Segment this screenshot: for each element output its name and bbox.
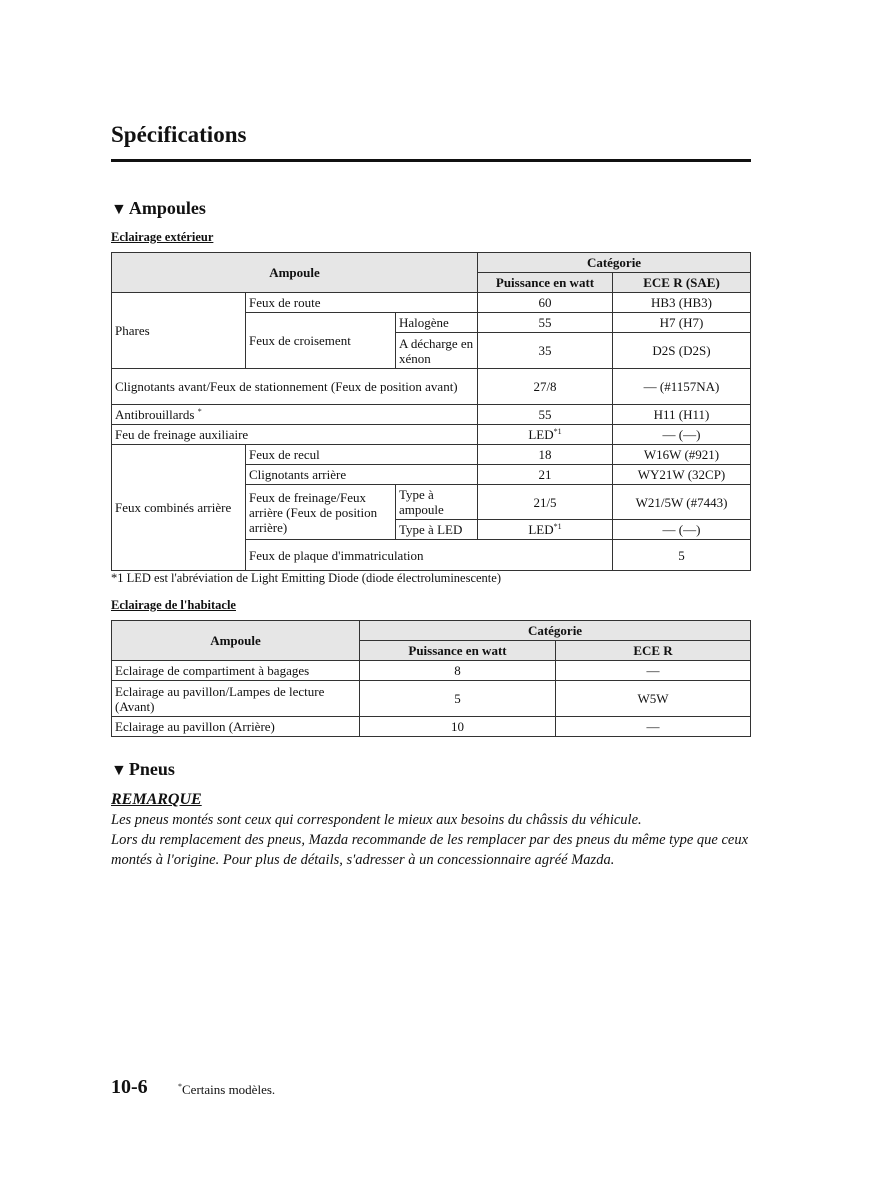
row-label-type-led: Type à LED	[396, 520, 478, 540]
row-label-feux-combines: Feux combinés arrière	[112, 445, 246, 571]
section-heading-bulbs	[111, 196, 206, 222]
table-header-row	[112, 621, 751, 641]
cell-watt: 35	[478, 333, 613, 369]
cell-watt: 5	[360, 681, 556, 717]
row-label-feux-recul: Feux de recul	[246, 445, 478, 465]
cell-watt: 10	[360, 717, 556, 737]
header-ampoule: Ampoule	[112, 253, 478, 293]
cell-ece: W21/5W (#7443)	[613, 485, 751, 520]
cell-watt-led	[478, 520, 613, 540]
table-row	[112, 661, 751, 681]
subheading-interior: Eclairage de l'habitacle	[111, 598, 236, 612]
cell-ece: H11 (H11)	[613, 405, 751, 425]
cell-watt: 55	[478, 313, 613, 333]
cell-ece: — (#1157NA)	[613, 369, 751, 405]
remark-body	[111, 810, 771, 870]
table-row	[112, 681, 751, 717]
row-label-feux-route: Feux de route	[246, 293, 478, 313]
page-title: Spécifications	[111, 122, 247, 147]
header-puissance: Puissance en watt	[360, 641, 556, 661]
table-row	[112, 425, 751, 445]
tires-heading-text: Pneus	[128, 759, 175, 779]
row-label-freinage: Feux de freinage/Feux arrière (Feux de position arrière)	[246, 485, 396, 540]
table-row	[112, 445, 751, 465]
cell-watt: 8	[360, 661, 556, 681]
led-text: LED	[528, 427, 554, 442]
header-puissance: Puissance en watt	[478, 273, 613, 293]
cell-ece: —	[556, 717, 751, 737]
page-number: 10-6	[111, 1076, 148, 1098]
cell-watt: 60	[478, 293, 613, 313]
cell-ece: HB3 (HB3)	[613, 293, 751, 313]
cell-ece: D2S (D2S)	[613, 333, 751, 369]
header-ampoule: Ampoule	[112, 621, 360, 661]
header-ece: ECE R (SAE)	[613, 273, 751, 293]
row-label-antibrouillards: Antibrouillards	[115, 407, 195, 422]
cell-watt: 5	[613, 540, 751, 571]
remark-line: Lors du remplacement des pneus, Mazda recommande de les remplacer par des pneus du même type que ceux montés à l'origine. Pour plus de détails, s'adresser à un concessionnaire agréé Mazda.	[111, 832, 749, 868]
table-row	[112, 293, 751, 313]
cell-watt: 21/5	[478, 485, 613, 520]
row-label-phares: Phares	[112, 293, 246, 369]
row-label-feu-frein-aux: Feu de freinage auxiliaire	[112, 425, 478, 445]
cell-ece: H7 (H7)	[613, 313, 751, 333]
cell-ece: —	[556, 661, 751, 681]
row-label-clignotants-arriere: Clignotants arrière	[246, 465, 478, 485]
row-label-antibrouillards-cell	[112, 405, 478, 425]
subheading-exterior: Eclairage extérieur	[111, 230, 214, 244]
cell-ece: W16W (#921)	[613, 445, 751, 465]
title-rule	[111, 159, 751, 162]
row-label-type-ampoule: Type à ampoule	[396, 485, 478, 520]
row-label: Eclairage au pavillon (Arrière)	[112, 717, 360, 737]
cell-ece: — (—)	[613, 425, 751, 445]
table-row	[112, 369, 751, 405]
cell-ece: — (—)	[613, 520, 751, 540]
cell-watt-led	[478, 425, 613, 445]
led-text: LED	[528, 522, 554, 537]
footnote-ref: *1	[553, 522, 562, 531]
table-row	[112, 717, 751, 737]
footnote-led: *1 LED est l'abréviation de Light Emitting Diode (diode électroluminescente)	[111, 571, 501, 585]
remark-title: REMARQUE	[111, 791, 202, 808]
section-heading-tires	[111, 757, 175, 783]
row-label-clignotants-avant: Clignotants avant/Feux de stationnement (Feux de position avant)	[112, 369, 478, 405]
row-label: Eclairage au pavillon/Lampes de lecture (Avant)	[112, 681, 360, 717]
cell-watt: 55	[478, 405, 613, 425]
cell-watt: 18	[478, 445, 613, 465]
asterisk-mark: *	[178, 1082, 182, 1091]
table-row	[112, 405, 751, 425]
header-categorie: Catégorie	[360, 621, 751, 641]
header-categorie: Catégorie	[478, 253, 751, 273]
cell-ece: W5W	[556, 681, 751, 717]
cell-ece: WY21W (32CP)	[613, 465, 751, 485]
models-note-text: Certains modèles.	[182, 1082, 276, 1097]
row-label: Eclairage de compartiment à bagages	[112, 661, 360, 681]
cell-watt: 27/8	[478, 369, 613, 405]
triangle-down-icon: ▼	[111, 201, 127, 218]
asterisk-mark: *	[197, 407, 202, 416]
table-header-row	[112, 253, 751, 273]
row-label-feux-croisement: Feux de croisement	[246, 313, 396, 369]
cell-watt: 21	[478, 465, 613, 485]
models-note	[178, 1080, 275, 1100]
row-label-plaque: Feux de plaque d'immatriculation	[246, 540, 613, 571]
header-ece: ECE R	[556, 641, 751, 661]
triangle-down-icon: ▼	[111, 762, 127, 779]
exterior-bulbs-table	[111, 252, 751, 571]
bulbs-heading-text: Ampoules	[128, 198, 206, 218]
row-label-halogene: Halogène	[396, 313, 478, 333]
remark-line: Les pneus montés sont ceux qui correspondent le mieux aux besoins du châssis du véhicule.	[111, 812, 642, 828]
row-label-xenon: A décharge en xénon	[396, 333, 478, 369]
footnote-ref: *1	[553, 427, 562, 436]
interior-bulbs-table	[111, 620, 751, 737]
